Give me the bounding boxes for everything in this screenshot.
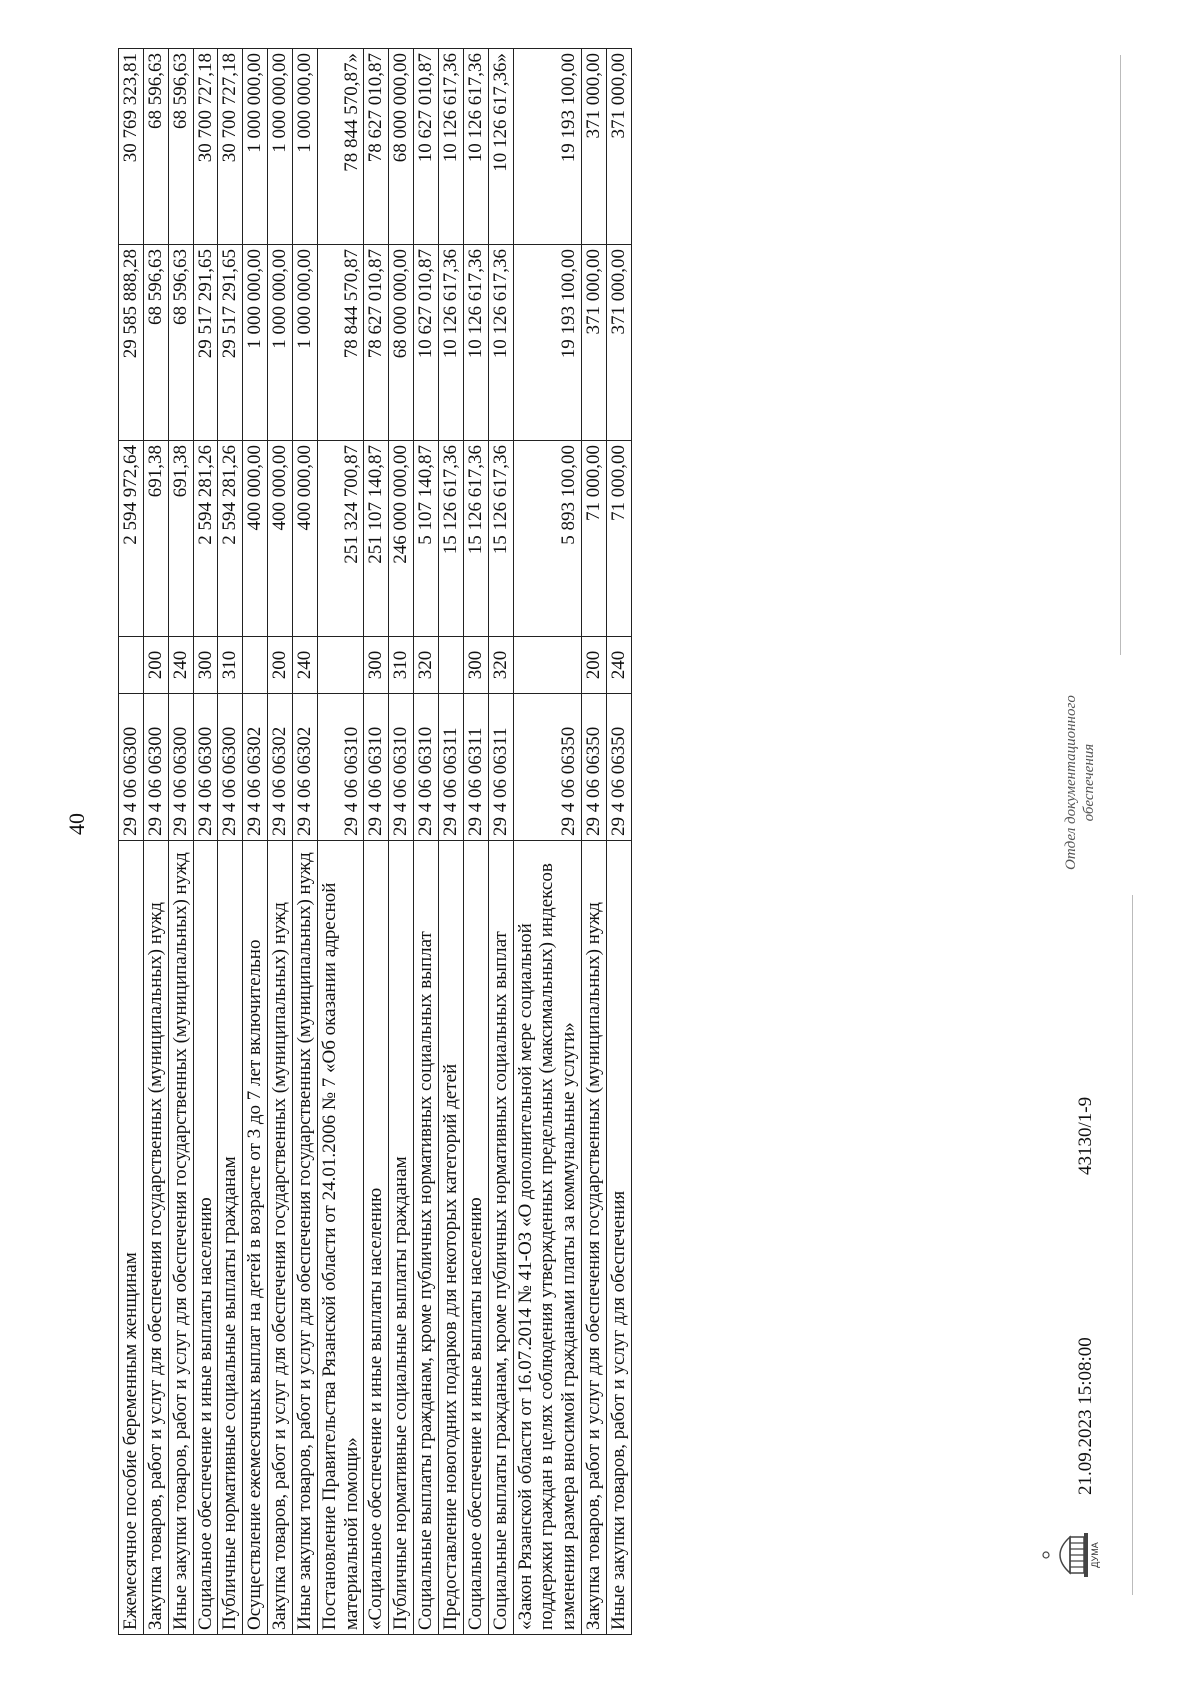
row-name-cell: Иные закупки товаров, работ и услуг для обеспечения государственных (муниципальных) нужд xyxy=(168,841,193,1635)
row-amount-1-cell: 71 000,00 xyxy=(606,441,631,637)
row-name-cell: Социальное обеспечение и иные выплаты населению xyxy=(463,841,488,1635)
row-amount-2-cell: 10 126 617,36 xyxy=(438,245,463,441)
table-row xyxy=(438,49,463,1635)
row-code-cell: 29 4 06 06311 xyxy=(488,694,513,841)
row-amount-3-cell: 68 000 000,00 xyxy=(389,49,414,245)
row-type-cell xyxy=(438,637,463,694)
row-amount-1-cell: 2 594 972,64 xyxy=(119,441,144,637)
row-type-cell: 300 xyxy=(193,637,218,694)
row-amount-3-cell: 10 126 617,36 xyxy=(463,49,488,245)
table-row xyxy=(513,49,582,1635)
row-type-cell xyxy=(243,637,268,694)
row-amount-1-cell: 15 126 617,36 xyxy=(438,441,463,637)
stamp-line-1: Отдел документационного xyxy=(1063,695,1079,870)
row-amount-2-cell: 78 844 570,87 xyxy=(317,245,364,441)
row-amount-2-cell: 29 585 888,28 xyxy=(119,245,144,441)
row-amount-2-cell: 371 000,00 xyxy=(582,245,607,441)
row-code-cell: 29 4 06 06350 xyxy=(606,694,631,841)
table-row xyxy=(389,49,414,1635)
row-name-cell: Социальные выплаты гражданам, кроме публичных нормативных социальных выплат xyxy=(414,841,439,1635)
footer-date: 21.09.2023 15:08:00 xyxy=(1075,1337,1096,1495)
scan-artifact xyxy=(1120,55,1121,655)
row-code-cell: 29 4 06 06310 xyxy=(364,694,389,841)
table-row xyxy=(243,49,268,1635)
row-amount-2-cell: 68 596,63 xyxy=(143,245,168,441)
row-amount-1-cell: 2 594 281,26 xyxy=(218,441,243,637)
row-name-cell: Социальное обеспечение и иные выплаты населению xyxy=(193,841,218,1635)
row-code-cell: 29 4 06 06300 xyxy=(119,694,144,841)
row-amount-1-cell: 400 000,00 xyxy=(243,441,268,637)
row-name-cell: Осуществление ежемесячных выплат на детей в возрасте от 3 до 7 лет включительно xyxy=(243,841,268,1635)
table-row xyxy=(463,49,488,1635)
row-amount-2-cell: 29 517 291,65 xyxy=(218,245,243,441)
row-code-cell: 29 4 06 06310 xyxy=(389,694,414,841)
row-amount-3-cell: 68 596,63 xyxy=(143,49,168,245)
row-amount-3-cell: 30 700 727,18 xyxy=(218,49,243,245)
row-amount-3-cell: 371 000,00 xyxy=(606,49,631,245)
row-amount-2-cell: 10 126 617,36 xyxy=(463,245,488,441)
row-amount-1-cell: 691,38 xyxy=(168,441,193,637)
row-amount-3-cell: 30 769 323,81 xyxy=(119,49,144,245)
row-type-cell: 310 xyxy=(218,637,243,694)
row-amount-2-cell: 1 000 000,00 xyxy=(292,245,317,441)
table-row xyxy=(364,49,389,1635)
row-name-cell: Ежемесячное пособие беременным женщинам xyxy=(119,841,144,1635)
row-code-cell: 29 4 06 06310 xyxy=(414,694,439,841)
row-name-cell: «Закон Рязанской области от 16.07.2014 № 41-ОЗ «О дополнительной мере социальной поддержки граждан в целях соблюдения утвержденных предельных (максимальных) индексов изменения размера вносимой гражданами платы за коммунальные услуги» xyxy=(513,841,582,1635)
row-type-cell: 320 xyxy=(488,637,513,694)
row-amount-2-cell: 68 596,63 xyxy=(168,245,193,441)
row-amount-1-cell: 2 594 281,26 xyxy=(193,441,218,637)
row-amount-3-cell: 1 000 000,00 xyxy=(243,49,268,245)
row-amount-1-cell: 5 893 100,00 xyxy=(513,441,582,637)
row-type-cell xyxy=(513,637,582,694)
row-code-cell: 29 4 06 06350 xyxy=(513,694,582,841)
row-name-cell: Публичные нормативные социальные выплаты гражданам xyxy=(389,841,414,1635)
table-row xyxy=(414,49,439,1635)
row-amount-3-cell: 1 000 000,00 xyxy=(292,49,317,245)
row-amount-1-cell: 400 000,00 xyxy=(268,441,293,637)
row-amount-3-cell: 78 844 570,87» xyxy=(317,49,364,245)
row-name-cell: «Социальное обеспечение и иные выплаты населению xyxy=(364,841,389,1635)
row-code-cell: 29 4 06 06300 xyxy=(168,694,193,841)
row-name-cell: Предоставление новогодних подарков для некоторых категорий детей xyxy=(438,841,463,1635)
table-row xyxy=(143,49,168,1635)
table-row xyxy=(317,49,364,1635)
row-amount-2-cell: 10 627 010,87 xyxy=(414,245,439,441)
page-number: 40 xyxy=(64,813,89,835)
row-code-cell: 29 4 06 06310 xyxy=(317,694,364,841)
row-code-cell: 29 4 06 06302 xyxy=(268,694,293,841)
table-row xyxy=(168,49,193,1635)
budget-table xyxy=(118,48,632,1635)
row-amount-1-cell: 691,38 xyxy=(143,441,168,637)
row-name-cell: Закупка товаров, работ и услуг для обеспечения государственных (муниципальных) нужд xyxy=(143,841,168,1635)
table-row xyxy=(193,49,218,1635)
row-type-cell: 240 xyxy=(168,637,193,694)
row-type-cell: 300 xyxy=(364,637,389,694)
row-name-cell: Закупка товаров, работ и услуг для обеспечения государственных (муниципальных) нужд xyxy=(582,841,607,1635)
office-stamp xyxy=(1062,695,1098,870)
row-amount-3-cell: 371 000,00 xyxy=(582,49,607,245)
table-row xyxy=(606,49,631,1635)
row-amount-1-cell: 400 000,00 xyxy=(292,441,317,637)
row-type-cell: 240 xyxy=(292,637,317,694)
row-type-cell xyxy=(317,637,364,694)
footer-doc-number: 43130/1-9 xyxy=(1075,1096,1096,1175)
row-amount-2-cell: 371 000,00 xyxy=(606,245,631,441)
row-type-cell xyxy=(119,637,144,694)
row-code-cell: 29 4 06 06300 xyxy=(218,694,243,841)
duma-logo-text: ДУМА xyxy=(1090,1542,1100,1568)
row-type-cell: 200 xyxy=(582,637,607,694)
row-name-cell: Социальные выплаты гражданам, кроме публичных нормативных социальных выплат xyxy=(488,841,513,1635)
row-code-cell: 29 4 06 06300 xyxy=(143,694,168,841)
row-amount-1-cell: 15 126 617,36 xyxy=(488,441,513,637)
row-amount-3-cell: 10 126 617,36» xyxy=(488,49,513,245)
row-name-cell: Постановление Правительства Рязанской области от 24.01.2006 № 7 «Об оказании адресной материальной помощи» xyxy=(317,841,364,1635)
row-name-cell: Публичные нормативные социальные выплаты гражданам xyxy=(218,841,243,1635)
row-amount-2-cell: 19 193 100,00 xyxy=(513,245,582,441)
row-code-cell: 29 4 06 06300 xyxy=(193,694,218,841)
row-amount-3-cell: 10 126 617,36 xyxy=(438,49,463,245)
row-type-cell: 200 xyxy=(268,637,293,694)
stamp-line-2: обеспечения xyxy=(1081,743,1097,822)
table-row xyxy=(268,49,293,1635)
row-amount-1-cell: 251 107 140,87 xyxy=(364,441,389,637)
row-type-cell: 200 xyxy=(143,637,168,694)
row-amount-2-cell: 78 627 010,87 xyxy=(364,245,389,441)
scan-artifact xyxy=(1132,895,1133,1595)
duma-logo-icon xyxy=(1040,1525,1100,1585)
row-amount-3-cell: 1 000 000,00 xyxy=(268,49,293,245)
row-amount-1-cell: 251 324 700,87 xyxy=(317,441,364,637)
row-amount-1-cell: 15 126 617,36 xyxy=(463,441,488,637)
row-code-cell: 29 4 06 06302 xyxy=(243,694,268,841)
row-amount-3-cell: 68 596,63 xyxy=(168,49,193,245)
row-amount-2-cell: 1 000 000,00 xyxy=(243,245,268,441)
row-code-cell: 29 4 06 06311 xyxy=(438,694,463,841)
row-amount-2-cell: 10 126 617,36 xyxy=(488,245,513,441)
row-code-cell: 29 4 06 06302 xyxy=(292,694,317,841)
row-name-cell: Иные закупки товаров, работ и услуг для обеспечения государственных (муниципальных) нужд xyxy=(292,841,317,1635)
row-amount-2-cell: 1 000 000,00 xyxy=(268,245,293,441)
table-body xyxy=(119,49,632,1635)
table-row xyxy=(218,49,243,1635)
table-row xyxy=(292,49,317,1635)
row-amount-3-cell: 19 193 100,00 xyxy=(513,49,582,245)
table-row xyxy=(582,49,607,1635)
table-row xyxy=(119,49,144,1635)
row-code-cell: 29 4 06 06350 xyxy=(582,694,607,841)
row-name-cell: Закупка товаров, работ и услуг для обеспечения государственных (муниципальных) нужд xyxy=(268,841,293,1635)
row-amount-3-cell: 10 627 010,87 xyxy=(414,49,439,245)
row-name-cell: Иные закупки товаров, работ и услуг для обеспечения xyxy=(606,841,631,1635)
row-amount-1-cell: 5 107 140,87 xyxy=(414,441,439,637)
row-amount-2-cell: 29 517 291,65 xyxy=(193,245,218,441)
row-amount-1-cell: 246 000 000,00 xyxy=(389,441,414,637)
table-row xyxy=(488,49,513,1635)
row-amount-3-cell: 78 627 010,87 xyxy=(364,49,389,245)
row-type-cell: 310 xyxy=(389,637,414,694)
row-amount-3-cell: 30 700 727,18 xyxy=(193,49,218,245)
row-type-cell: 320 xyxy=(414,637,439,694)
row-code-cell: 29 4 06 06311 xyxy=(463,694,488,841)
row-type-cell: 300 xyxy=(463,637,488,694)
row-type-cell: 240 xyxy=(606,637,631,694)
row-amount-1-cell: 71 000,00 xyxy=(582,441,607,637)
row-amount-2-cell: 68 000 000,00 xyxy=(389,245,414,441)
